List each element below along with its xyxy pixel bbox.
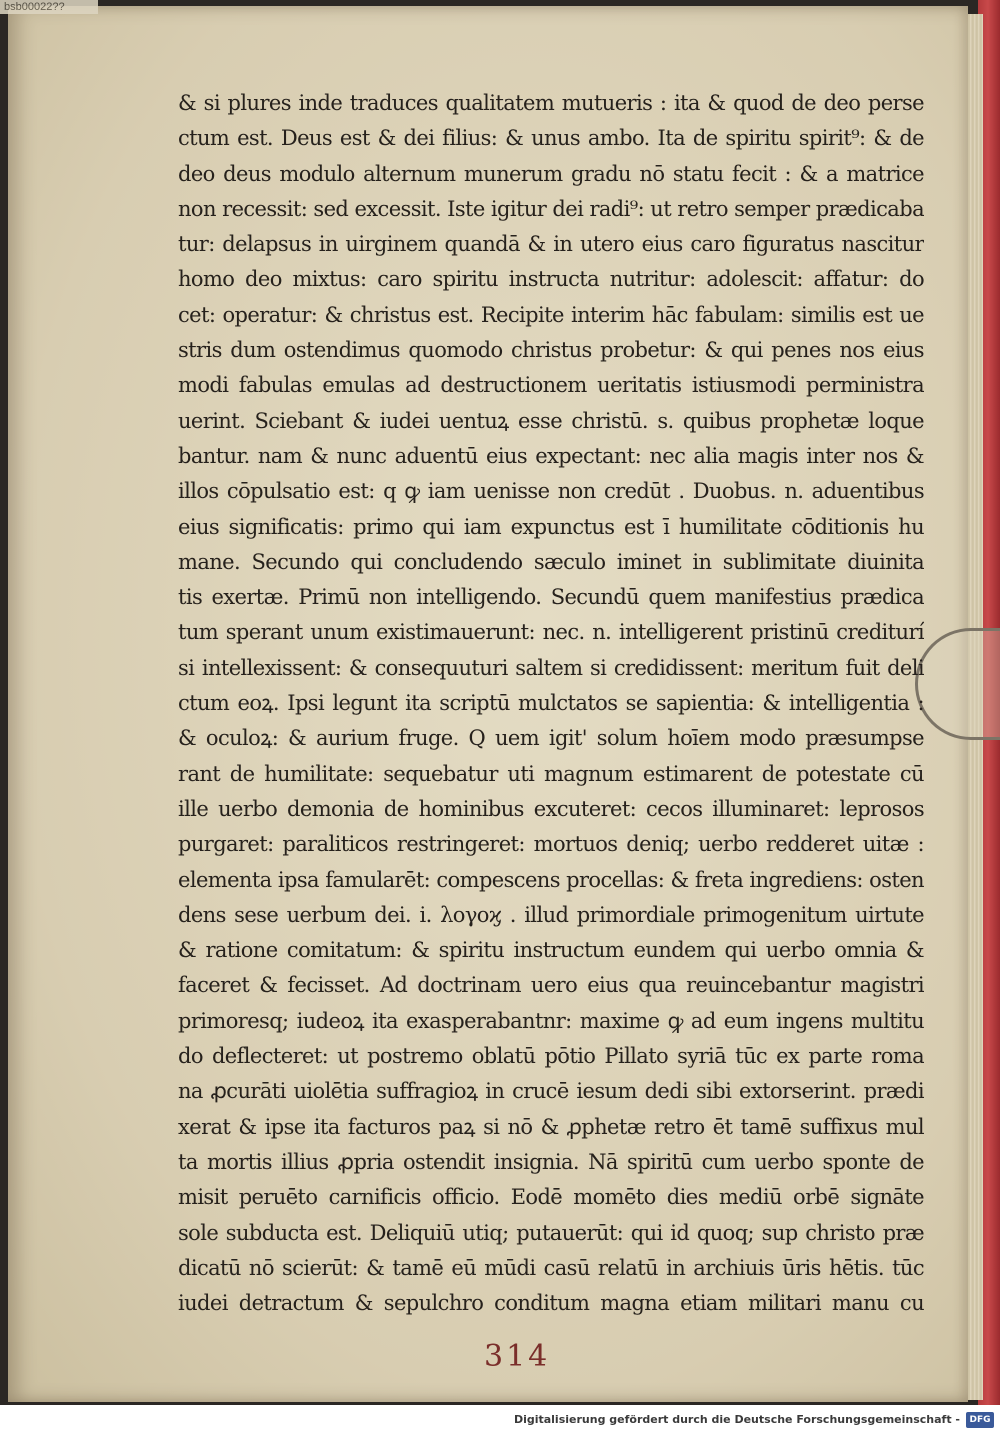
text-line: & si plures inde traduces qualitatem mutueris : ita & quod de deo perse (178, 91, 924, 115)
text-line: si intellexissent: & consequuturi saltem si credidissent: meritum fuit deli (178, 655, 924, 680)
text-line: mane. Secundo qui concludendo sæculo iminet in sublimitate diuinita (178, 549, 924, 574)
text-line: tur: delapsus in uirginem quandā & in utero eius caro figuratus nascitur (178, 232, 924, 257)
text-line: tum sperant unum existimauerunt: nec. n. intelligerent pristinū crediturí (178, 620, 924, 645)
text-line: tis exertæ. Primū non intelligendo. Secundū quem manifestius prædica (178, 585, 924, 610)
text-line: primoresq; iudeoꝝ ita exasperabantnr: maxime ꝙ ad eum ingens multitu (178, 1008, 924, 1033)
text-line: faceret & fecisset. Ad doctrinam uero eius qua reuincebantur magistri (178, 973, 924, 998)
text-line: xerat & ipse ita facturos paꝝ si nō & ꝓphetæ retro ēt tamē suffixus mul (178, 1114, 924, 1139)
text-line: modi fabulas emulas ad destructionem ueritatis istiusmodi perministra (178, 373, 924, 398)
text-line: ille uerbo demonia de hominibus excuteret: cecos illuminaret: leprosos (178, 796, 924, 821)
text-line: purgaret: paraliticos restringeret: mortuos deniq; uerbo redderet uitæ : (178, 832, 924, 857)
text-line: & oculoꝝ: & aurium fruge. Q uem igit' solum hoīem modo præsumpse (178, 726, 924, 751)
text-line: homo deo mixtus: caro spiritu instructa nutritur: adolescit: affatur: do (178, 267, 924, 292)
text-line: uerint. Sciebant & iudei uentuꝝ esse christū. s. quibus prophetæ loque (178, 408, 924, 433)
text-line: iudei detractum & sepulchro conditum magna etiam militari manu cu (178, 1291, 924, 1316)
text-line: na ꝓcurāti uiolētia suffragioꝝ in crucē iesum dedi sibi extorserint. prædi (178, 1079, 924, 1104)
text-line: dicatū nō scierūt: & tamē eū mūdi casū relatū in archiuis ūris hētis. tūc (178, 1255, 924, 1280)
folio-number: 314 (484, 1339, 551, 1374)
text-line: & ratione comitatum: & spiritu instructum eundem qui uerbo omnia & (178, 938, 924, 963)
text-line: do deflecteret: ut postremo oblatū pōtio Pillato syriā tūc ex parte roma (178, 1044, 924, 1069)
text-line: ctum eoꝝ. Ipsi legunt ita scriptū mulctatos se sapientia: & intelligentia : (178, 691, 924, 716)
text-line: elementa ipsa famularēt: compescens procellas: & freta ingrediens: osten (178, 867, 924, 892)
digitization-footer (0, 1405, 1000, 1437)
text-line: stris dum ostendimus quomodo christus probetur: & qui penes nos eius (178, 338, 924, 363)
text-line: cet: operatur: & christus est. Recipite interim hāc fabulam: similis est ue (178, 302, 924, 327)
text-line: bantur. nam & nunc aduentū eius expectant: nec alia magis inter nos & (178, 443, 924, 468)
dfg-logo-icon: DFG (966, 1412, 994, 1428)
text-line: illos cōpulsatio est: q ꝙ iam uenisse non credūt . Duobus. n. aduentibus (178, 479, 924, 504)
text-line: misit peruēto carnificis officio. Eodē momēto dies mediū orbē signāte (178, 1185, 924, 1210)
footer-credit: Digitalisierung gefördert durch die Deutsche Forschungsgemeinschaft - (513, 1413, 960, 1426)
text-line: ctum est. Deus est & dei filius: & unus ambo. Ita de spiritu spirit⁹: & de (178, 126, 924, 151)
library-label: bsb00022?? (0, 0, 98, 14)
text-line: deo deus modulo alternum munerum gradu nō statu fecit : & a matrice (178, 161, 924, 186)
text-line: eius significatis: primo qui iam expunctus est ī humilitate cōditionis hu (178, 514, 924, 539)
text-line: ta mortis illius ꝓpria ostendit insignia. Nā spiritū cum uerbo sponte de (178, 1149, 924, 1174)
body-text (178, 86, 924, 1321)
text-line: non recessit: sed excessit. Iste igitur dei radi⁹: ut retro semper prædicaba (178, 196, 924, 221)
text-line: sole subducta est. Deliquiū utiq; putauerūt: qui id quoq; sup christo præ (178, 1220, 924, 1245)
text-line: rant de humilitate: sequebatur uti magnum estimarent de potestate cū (178, 761, 924, 786)
text-line: dens sese uerbum dei. i. λογοϗ . illud primordiale primogenitum uirtute (178, 902, 924, 927)
